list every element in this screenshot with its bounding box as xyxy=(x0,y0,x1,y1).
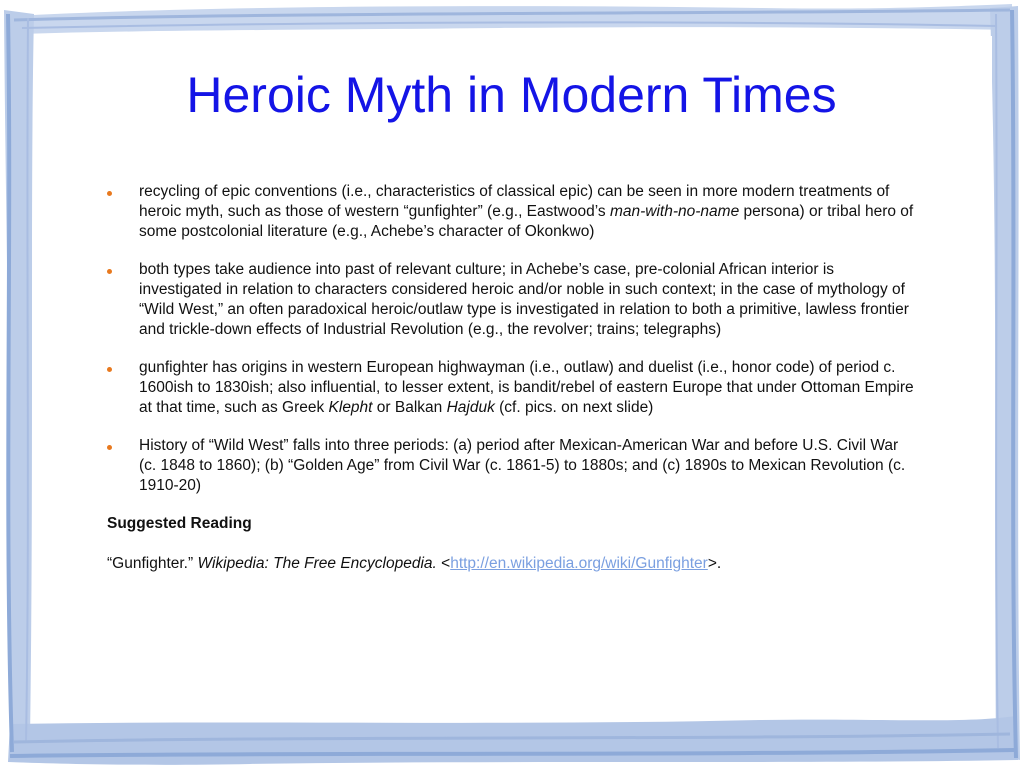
bullet-dot-icon xyxy=(107,191,112,196)
suggested-reading-heading: Suggested Reading xyxy=(107,515,252,532)
bullet-dot-icon xyxy=(107,367,112,372)
bullet-dot-icon xyxy=(107,445,112,450)
bullet-text: History of “Wild West” falls into three periods: (a) period after Mexican-American War and before U.S. Civil War (c. 1848 to 1860); (b) “Golden Age” from Civil War (c. 1861-5) to 1880s; and (c) 1890s to Mexican Revolution (c. 1910-20) xyxy=(139,437,906,494)
bullet-dot-icon xyxy=(107,269,112,274)
wikipedia-link[interactable]: http://en.wikipedia.org/wiki/Gunfighter xyxy=(450,555,708,572)
bullet-item xyxy=(107,260,917,340)
bullet-item xyxy=(107,182,917,242)
slide-body xyxy=(107,182,917,574)
bullet-item xyxy=(107,358,917,418)
citation-title: Wikipedia: The Free Encyclopedia. xyxy=(197,555,437,572)
citation-close: >. xyxy=(707,555,722,572)
citation-text: “Gunfighter.” xyxy=(107,555,198,572)
bullet-emphasis: man-with-no-name xyxy=(609,203,740,220)
bullet-text: (cf. pics. on next slide) xyxy=(494,399,654,416)
bullet-emphasis: Hajduk xyxy=(446,399,495,416)
bullet-text: persona) or tribal hero of some postcolonial literature (e.g., Achebe’s character of Okonkwo) xyxy=(139,203,914,240)
bullet-text: or Balkan xyxy=(372,399,447,416)
citation-open: < xyxy=(436,555,451,572)
slide-title: Heroic Myth in Modern Times xyxy=(186,67,837,123)
bullet-item xyxy=(107,436,917,496)
bullet-text: recycling of epic conventions (i.e., characteristics of classical epic) can be seen in more modern treatments of heroic myth, such as those of western “gunfighter” (e.g., Eastwood’s xyxy=(139,183,890,220)
citation xyxy=(107,554,917,574)
frame-top-band xyxy=(14,4,1012,34)
bullet-text: both types take audience into past of relevant culture; in Achebe’s case, pre-colonial African interior is investigated in relation to characters considered heroic and/or noble in such context; in the case of mythology of “Wild West,” an often paradoxical heroic/outlaw type is investigated in relation to both a primitive, lawless frontier and trickle-down effects of Industrial Revolution (e.g., the revolver; trains; telegraphs) xyxy=(139,261,909,338)
bullet-emphasis: Klepht xyxy=(328,399,373,416)
bullet-text: gunfighter has origins in western European highwayman (i.e., outlaw) and duelist (i.e., honor code) of period c. 1600ish to 1830ish; also influential, to lesser extent, is bandit/rebel of eastern Europe that under Ottoman Empire at that time, such as Greek xyxy=(139,359,914,416)
bullet-list xyxy=(107,182,917,496)
